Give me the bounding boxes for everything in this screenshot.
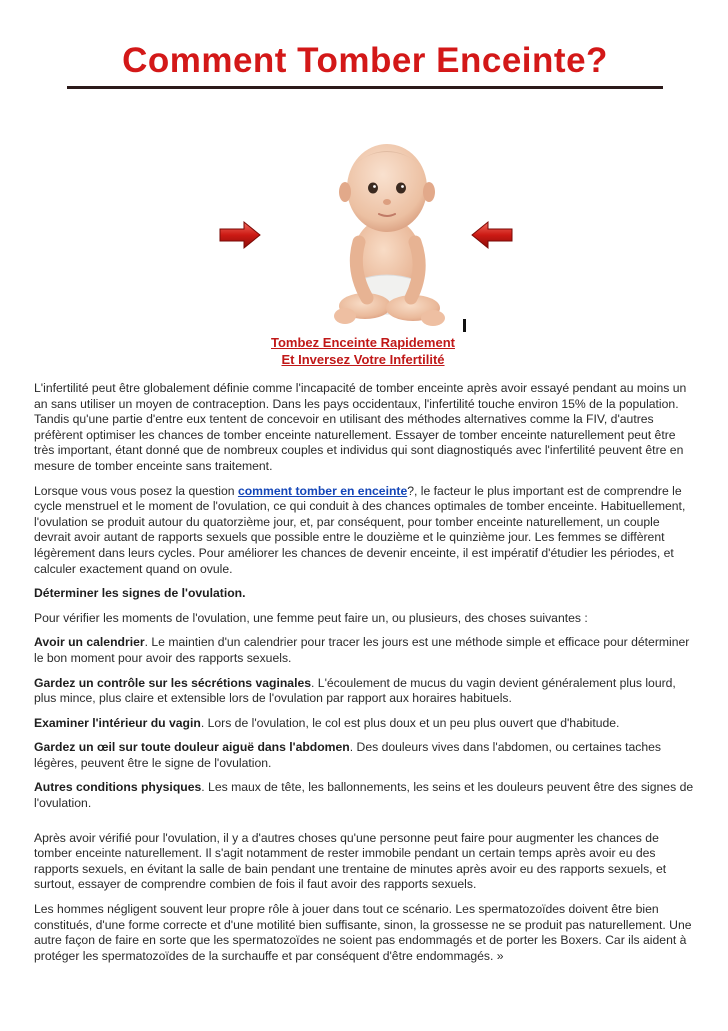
heading-text: Déterminer les signes de l'ovulation. — [34, 586, 246, 601]
list-item-title: Autres conditions physiques — [34, 780, 202, 795]
article-body — [34, 381, 698, 973]
list-item — [34, 740, 698, 771]
list-item — [34, 780, 698, 811]
list-item-text: . L'écoulement de mucus du vagin devient généralement plus lourd, plus mince, plus claire et extensible lors de l'ovulation par rapport aux horaires habituels. — [34, 675, 676, 706]
red-arrow-left-icon — [470, 220, 514, 250]
list-item-title: Examiner l'intérieur du vagin — [34, 715, 201, 730]
list-item-text: . Le maintien d'un calendrier pour tracer les jours est une méthode simple et efficace pour déterminer le bon moment pour avoir des rapports sexuels. — [34, 635, 690, 665]
caption-line-2: Et Inversez Votre Infertilité — [281, 352, 445, 367]
hero-illustration — [0, 118, 728, 368]
paragraph-infertility: L'infertilité peut être globalement définie comme l'incapacité de tomber enceinte après avoir essayé pendant au moins un an sans utiliser un moyen de contraception. Dans les pays occidentaux, l'infertilité touche environ 15% de la population. Tandis qu'une partie d'entre eux tentent de concevoir en utilisant des méthodes alternatives comme la FIV, d'autres préfèrent optimiser les chances de tomber enceinte naturellement. Essayer de tomber enceinte naturellement peut être très important, étant donné que de nombreux couples et individus qui sont diagnostiqués avec l'infertilité peuvent être en mesure de tomber enceinte sans traitement. — [34, 381, 687, 473]
list-item — [34, 676, 698, 707]
list-item-title: Gardez un contrôle sur les sécrétions vaginales — [34, 675, 312, 690]
paragraph-intro-list: Pour vérifier les moments de l'ovulation, une femme peut faire un, ou plusieurs, des choses suivantes : — [34, 610, 588, 625]
paragraph-text: ?, le facteur le plus important est de comprendre le cycle menstruel et le moment de l'ovulation, ce qui conduit à des chances optimales de tomber enceinte. Habituellement, l'ovulation se produit autour du quatorzième jour, et, par conséquent, pour tomber enceinte naturellement, un couple devrait avoir autant de rapports sexuels que possible entre le douzième et le quinzième jour. Les femmes se diffèrent légèrement dans leurs cycles. Pour améliorer les chances de devenir enceinte, il est impératif d'étudier les périodes, et calculer exactement quand on ovule. — [34, 483, 686, 576]
list-item-text: . Lors de l'ovulation, le col est plus doux et un peu plus ouvert que d'habitude. — [200, 715, 620, 730]
page-title: Comment Tomber Enceinte? — [67, 40, 663, 89]
paragraph-text: Lorsque vous vous posez la question — [34, 483, 238, 498]
text-cursor-mark — [463, 319, 466, 332]
baby-photo-icon — [315, 130, 465, 330]
hero-caption — [238, 334, 488, 368]
section-heading — [34, 586, 698, 602]
list-item-title: Avoir un calendrier — [34, 635, 145, 650]
list-item-text: . Des douleurs vives dans l'abdomen, ou certaines taches légères, peuvent être le signe de l'ovulation. — [34, 740, 662, 770]
list-item — [34, 635, 698, 666]
paragraph-ovulation-question — [34, 484, 698, 578]
list-item — [34, 716, 698, 732]
paragraph-after-ovulation: Après avoir vérifié pour l'ovulation, il y a d'autres choses qu'une personne peut faire pour augmenter les chances de tomber enceinte naturellement. Il s'agit notamment de rester immobile pendant un certain temps après avoir eu des rapports sexuels, en évitant la salle de bain pendant une trentaine de minutes après avoir eu des rapports sexuels, et surtout, essayer de comprendre combien de fois il faut avoir des rapports sexuels. — [34, 830, 667, 892]
list-item-title: Gardez un œil sur toute douleur aiguë dans l'abdomen — [34, 740, 350, 755]
link-comment-tomber-enceinte[interactable]: comment tomber en enceinte — [237, 483, 408, 498]
caption-line-1: Tombez Enceinte Rapidement — [271, 335, 455, 350]
paragraph-men-role: Les hommes négligent souvent leur propre rôle à jouer dans tout ce scénario. Les spermatozoïdes doivent être bien constitués, d'une forme correcte et d'une motilité bien suffisante, sinon, la grossesse ne se produit pas naturellement. Une autre façon de faire en sorte que les spermatozoïdes ne soient pas endommagés et de porter les Boxers. Car ils aident à protéger les spermatozoïdes de la surchauffe et par conséquent d'être endommagés. » — [34, 902, 692, 963]
red-arrow-right-icon — [218, 220, 262, 250]
list-item-text: . Les maux de tête, les ballonnements, les seins et les douleurs peuvent être des signes de l'ovulation. — [34, 780, 694, 811]
